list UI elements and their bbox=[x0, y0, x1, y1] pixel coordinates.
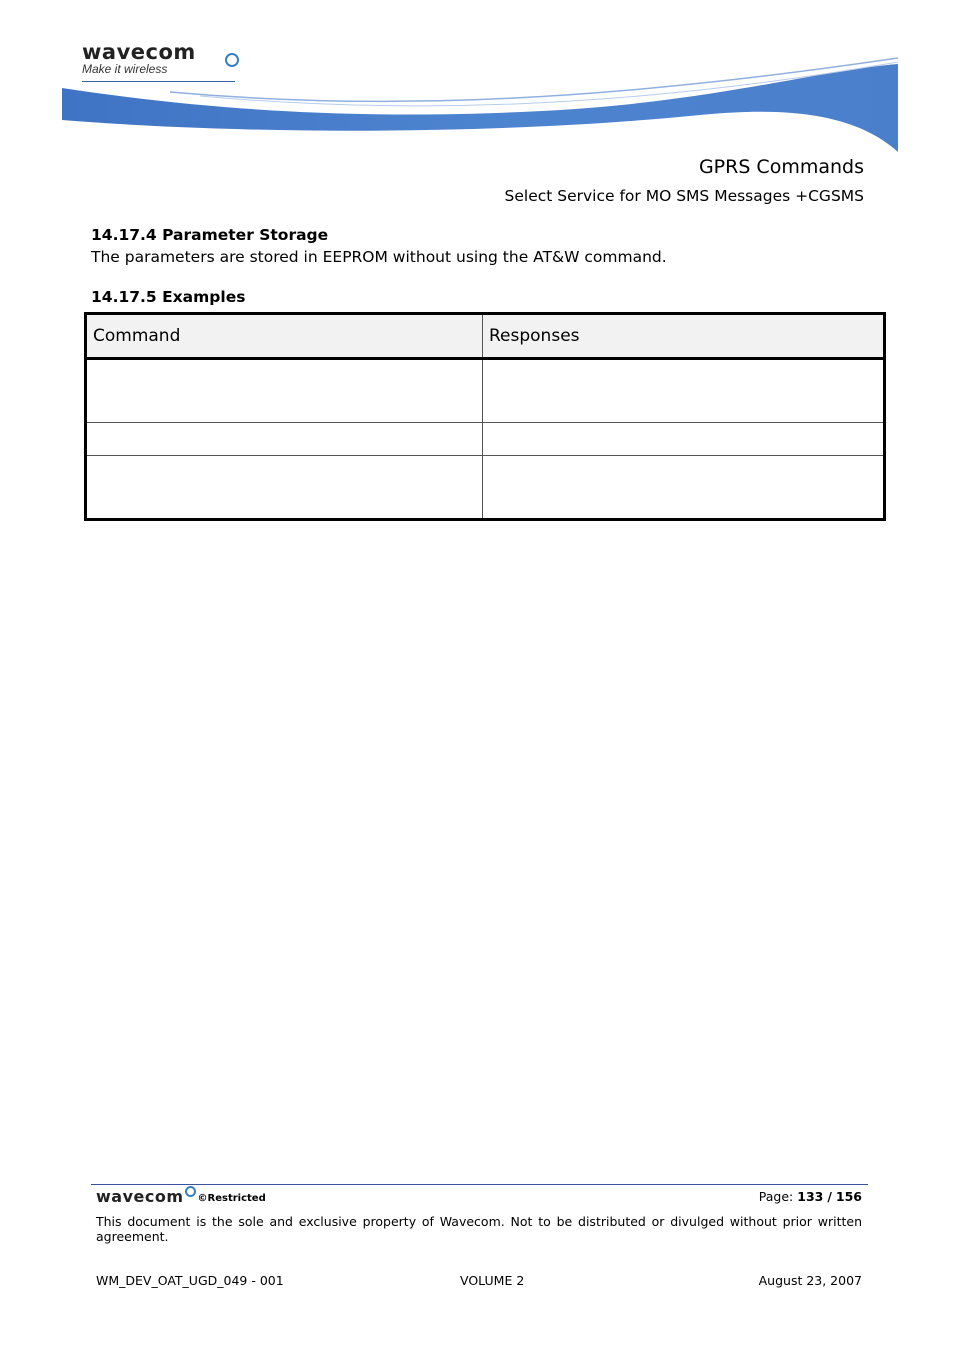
table-cell bbox=[86, 423, 483, 456]
table-row bbox=[86, 423, 885, 456]
page-total: 156 bbox=[835, 1189, 862, 1204]
section-subtitle: Select Service for MO SMS Messages +CGSMS bbox=[504, 187, 864, 205]
table-cell bbox=[86, 456, 483, 520]
logo-underline bbox=[82, 81, 235, 82]
restricted-label: ©Restricted bbox=[197, 1193, 266, 1204]
table-cell bbox=[483, 423, 885, 456]
volume-label: VOLUME 2 bbox=[460, 1273, 525, 1288]
responses-column-header: Responses bbox=[483, 314, 885, 359]
footer-logo-wordmark: wavecom bbox=[96, 1187, 184, 1206]
table-header-row bbox=[86, 314, 885, 359]
page-current: 133 bbox=[797, 1189, 824, 1204]
confidentiality-notice: This document is the sole and exclusive property of Wavecom. Not to be distributed or divulged without prior written agreement. bbox=[96, 1214, 862, 1244]
document-reference: WM_DEV_OAT_UGD_049 - 001 bbox=[96, 1273, 284, 1288]
command-column-header: Command bbox=[86, 314, 483, 359]
logo-tagline: Make it wireless bbox=[82, 62, 168, 76]
header-wave-graphic bbox=[0, 0, 954, 170]
table-row bbox=[86, 456, 885, 520]
page-number bbox=[759, 1189, 862, 1204]
table-cell bbox=[483, 359, 885, 423]
page-separator: / bbox=[827, 1189, 832, 1204]
section-title: GPRS Commands bbox=[698, 156, 864, 178]
table-cell bbox=[483, 456, 885, 520]
table-row bbox=[86, 359, 885, 423]
logo-wordmark: wavecom bbox=[82, 40, 196, 64]
footer-logo-swirl-icon bbox=[185, 1186, 196, 1197]
document-date: August 23, 2007 bbox=[758, 1273, 862, 1288]
parameter-storage-heading: 14.17.4 Parameter Storage bbox=[91, 226, 329, 244]
footer-wavecom-logo bbox=[96, 1187, 266, 1206]
footer-divider bbox=[91, 1184, 868, 1185]
parameter-storage-text: The parameters are stored in EEPROM without using the AT&W command. bbox=[91, 248, 667, 266]
wavecom-logo bbox=[82, 40, 196, 76]
examples-table bbox=[84, 312, 886, 521]
table-cell bbox=[86, 359, 483, 423]
page-label: Page: bbox=[758, 1189, 794, 1204]
logo-swirl-icon bbox=[225, 53, 239, 67]
examples-heading: 14.17.5 Examples bbox=[91, 288, 246, 306]
